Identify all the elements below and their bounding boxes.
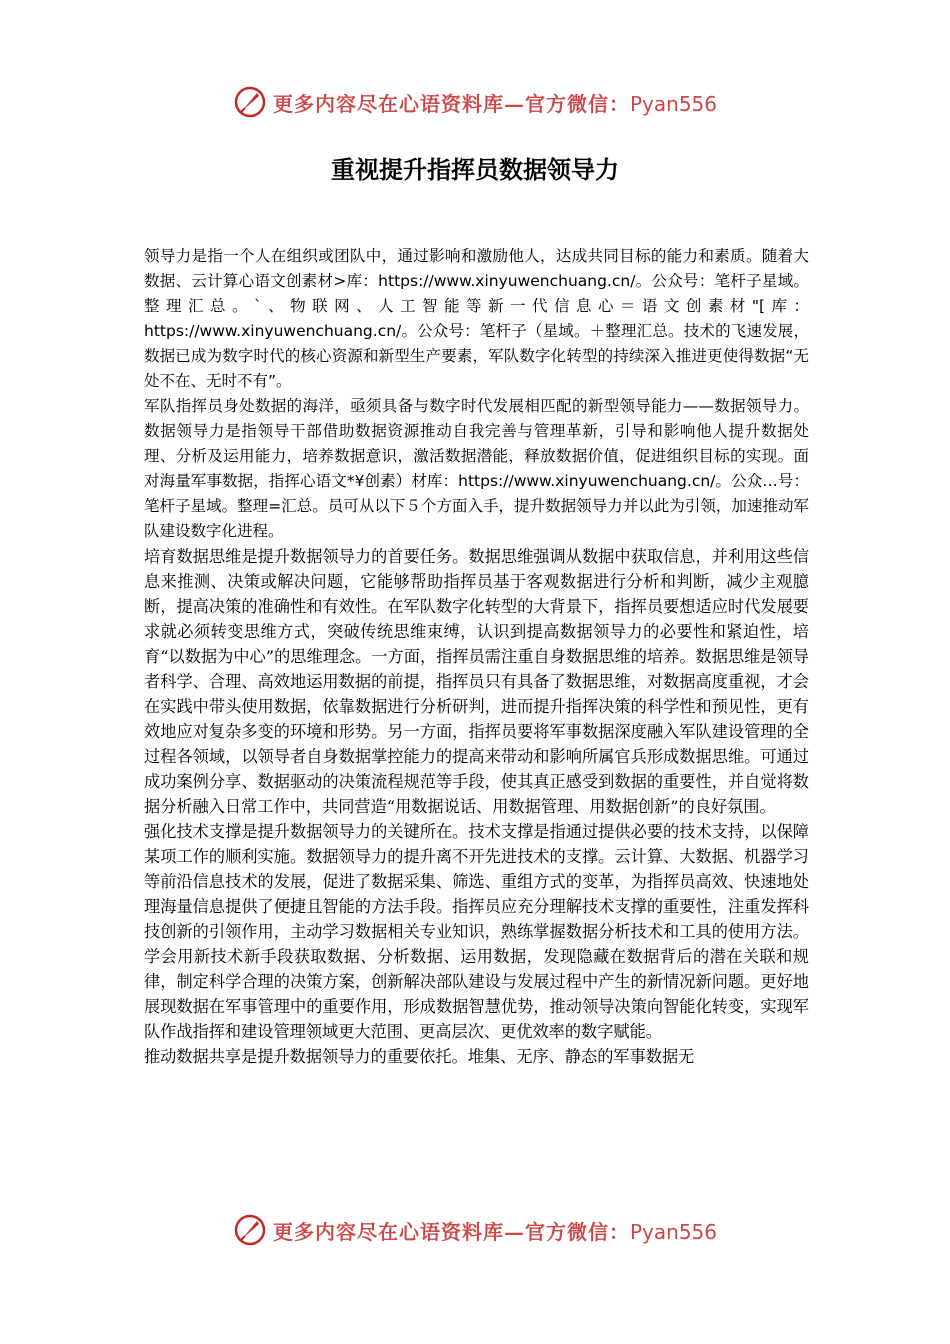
watermark-banner-top xyxy=(0,82,950,122)
watermark-text: 更多内容尽在心语资料库—官方微信：Pyan556 xyxy=(272,1219,717,1244)
paragraph-tech-support: 强化技术支撑是提升数据领导力的关键所在。技术支撑是指通过提供必要的技术支持，以保障某项工作的顺利实施。数据领导力的提升离不开先进技术的支撑。云计算、大数据、机器学习等前沿信息技术的发展，促进了数据采集、筛选、重组方式的变革，为指挥员高效、快速地处理海量信息提供了便捷且智能的方法手段。指挥员应充分理解技术支撑的重要性，注重发挥科技创新的引领作用，主动学习数据相关专业知识，熟练掌握数据分析技术和工具的使用方法。学会用新技术新手段获取数据、分析数据、运用数据，发现隐藏在数据背后的潜在关联和规律，制定科学合理的决策方案，创新解决部队建设与发展过程中产生的新情况新问题。更好地展现数据在军事管理中的重要作用，形成数据智慧优势，推动领导决策向智能化转变，实现军队作战指挥和建设管理领域更大范围、更高层次、更优效率的数字赋能。 xyxy=(144,822,809,1041)
page-title: 重视提升指挥员数据领导力 xyxy=(331,155,619,184)
paragraph-intro: 领导力是指一个人在组织或团队中，通过影响和激励他人，达成共同目标的能力和素质。随着大数据、云计算心语文创素材>库：https://www.xinyuwenchuang.cn/。公众号：笔杆子星域。整理汇总。`、物联网、人工智能等新一代信息心＝语文创素材"[库：https://www.xinyuwenchuang.cn/。公众号：笔杆子（星域。＋整理汇总。技术的飞速发展，数据已成为数字时代的核心资源和新型生产要素，军队数字化转型的持续深入推进更使得数据“无处不在、无时不有”。 xyxy=(144,247,809,390)
quill-logo-icon xyxy=(233,1213,267,1247)
quill-logo-icon xyxy=(233,85,267,119)
paragraph-data-sharing: 推动数据共享是提升数据领导力的重要依托。堆集、无序、静态的军事数据无 xyxy=(144,1047,695,1066)
paragraph-definition: 军队指挥员身处数据的海洋，亟须具备与数字时代发展相匹配的新型领导能力——数据领导力。数据领导力是指领导干部借助数据资源推动自我完善与管理革新，引导和影响他人提升数据处理、分析及运用能力，培养数据意识，激活数据潜能，释放数据价值，促进组织目标的实现。面对海量军事数据，指挥心语文*¥创素）材库：https://www.xinyuwenchuang.cn/。公众…号：笔杆子星域。整理=汇总。员可从以下５个方面入手，提升数据领导力并以此为引领，加速推动军队建设数字化进程。 xyxy=(144,397,809,540)
article-body xyxy=(144,244,809,1069)
paragraph-data-thinking: 培育数据思维是提升数据领导力的首要任务。数据思维强调从数据中获取信息，并利用这些信息来推测、决策或解决问题，它能够帮助指挥员基于客观数据进行分析和判断，减少主观臆断，提高决策的准确性和有效性。在军队数字化转型的大背景下，指挥员要想适应时代发展要求就必须转变思维方式，突破传统思维束缚，认识到提高数据领导力的必要性和紧迫性，培育“以数据为中心”的思维理念。一方面，指挥员需注重自身数据思维的培养。数据思维是领导者科学、合理、高效地运用数据的前提，指挥员只有具备了数据思维，对数据高度重视，才会在实践中带头使用数据，依靠数据进行分析研判，进而提升指挥决策的科学性和预见性，更有效地应对复杂多变的环境和形势。另一方面，指挥员要将军事数据深度融入军队建设管理的全过程各领域，以领导者自身数据掌控能力的提高来带动和影响所属官兵形成数据思维。可通过成功案例分享、数据驱动的决策流程规范等手段，使其真正感受到数据的重要性，并自觉将数据分析融入日常工作中，共同营造“用数据说话、用数据管理、用数据创新”的良好氛围。 xyxy=(144,547,809,816)
watermark-banner-bottom xyxy=(0,1210,950,1250)
watermark-text: 更多内容尽在心语资料库—官方微信：Pyan556 xyxy=(272,91,717,116)
